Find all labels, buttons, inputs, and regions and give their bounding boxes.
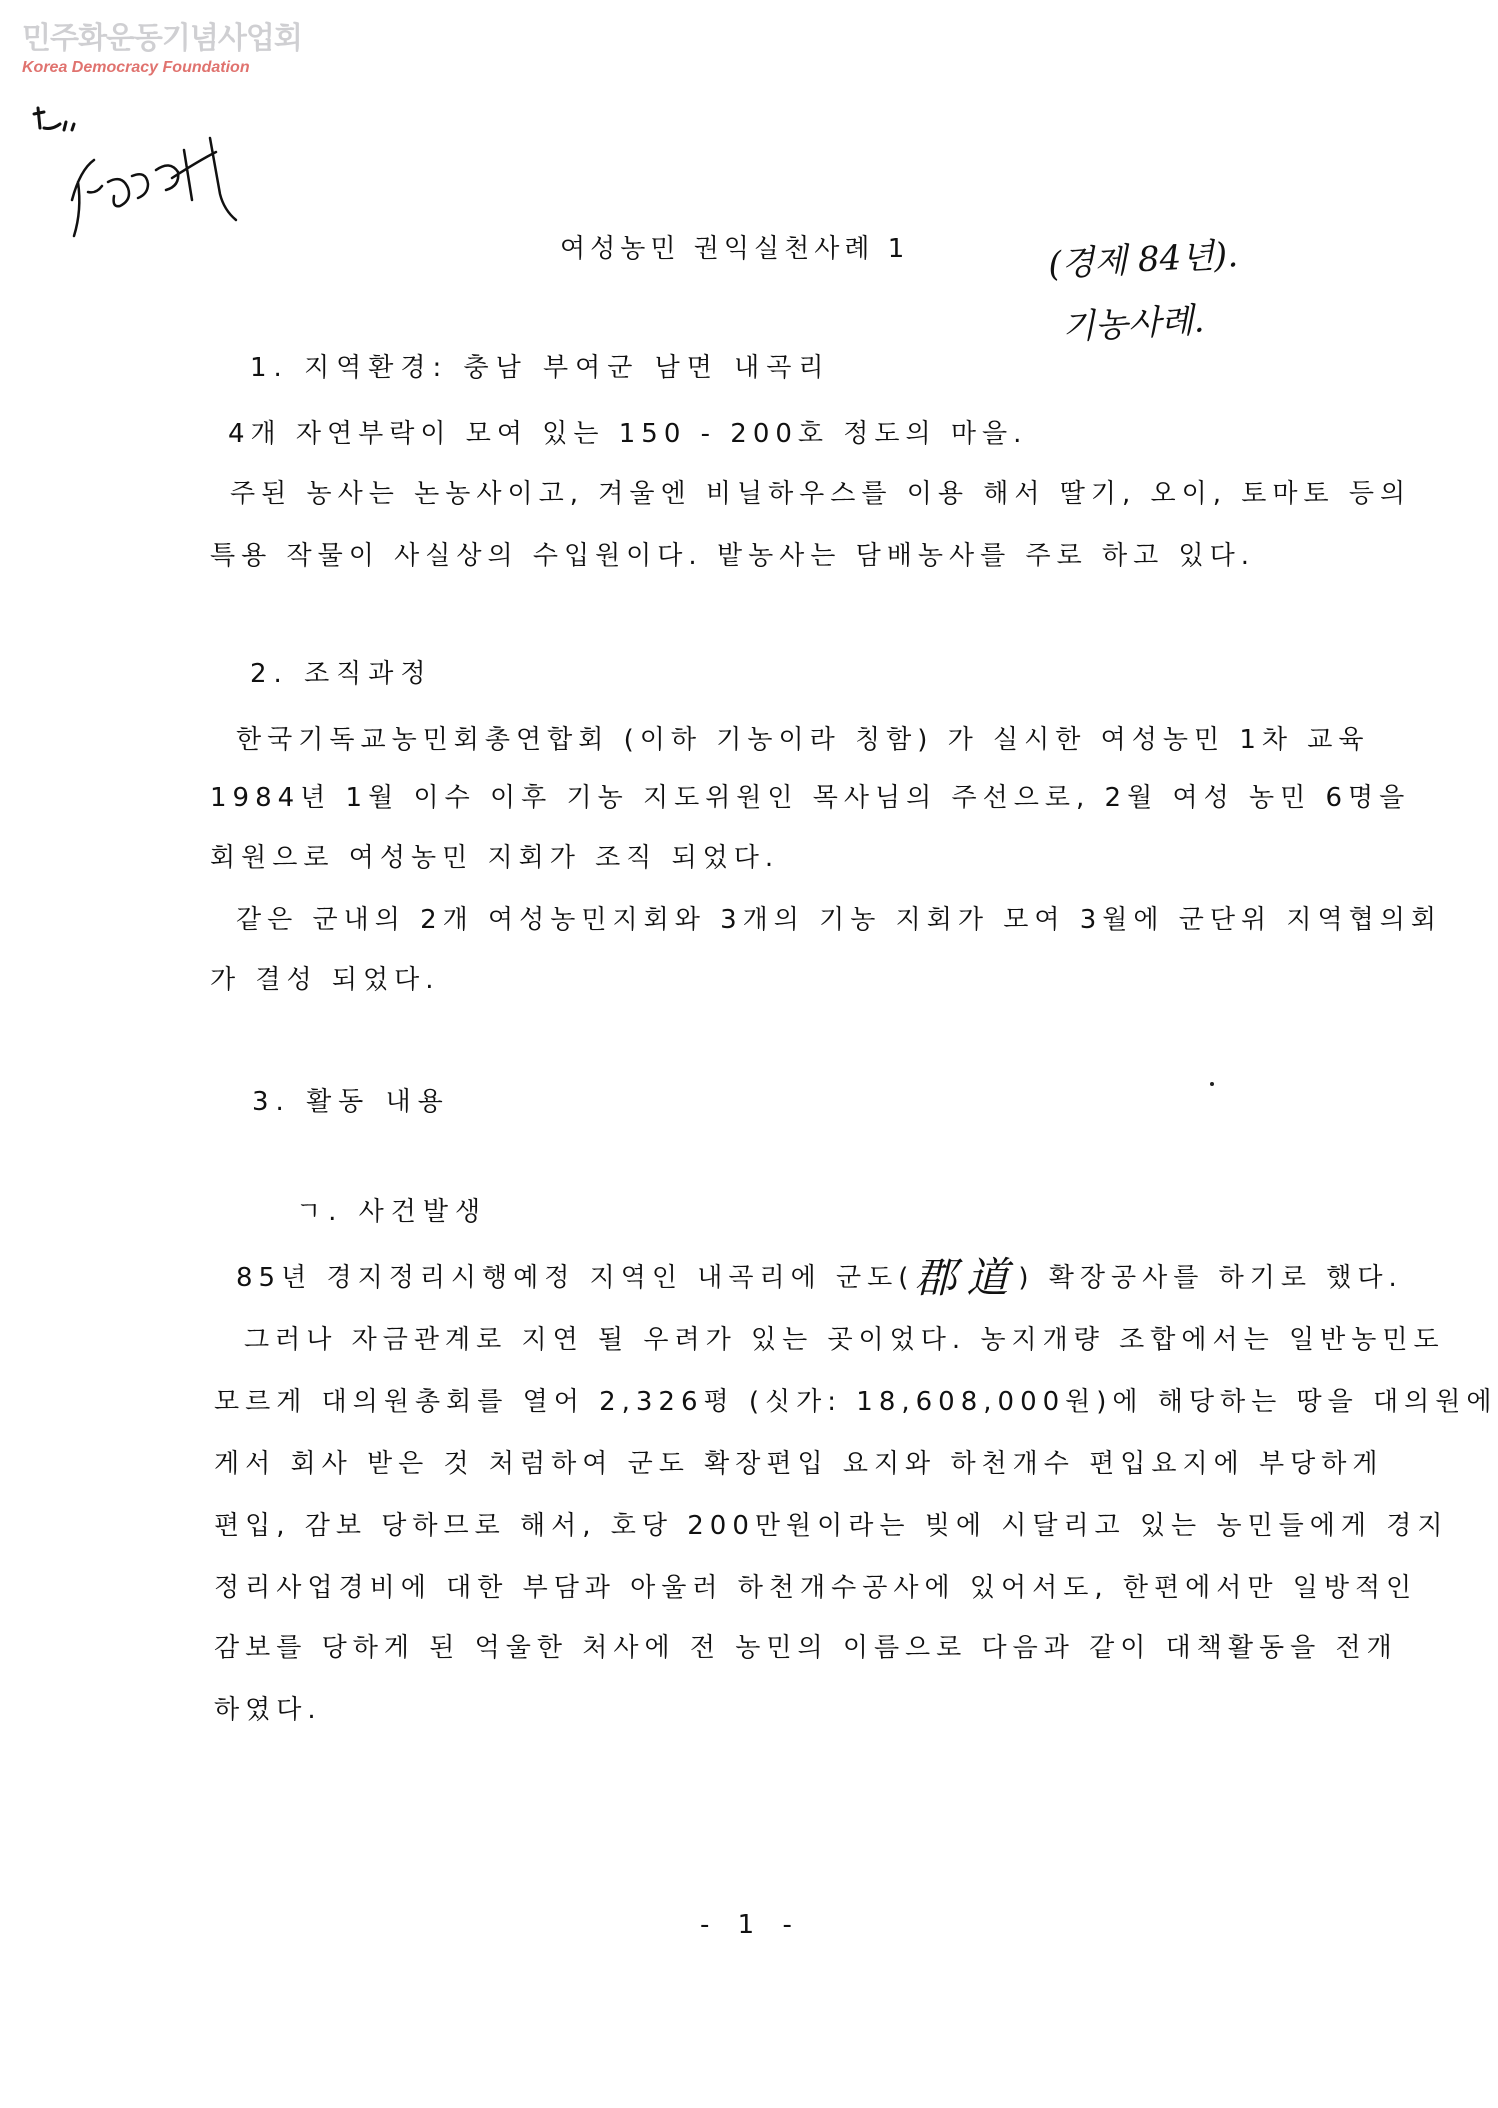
hanja-text: 郡道 (914, 1253, 1019, 1302)
body-line: 정리사업경비에 대한 부담과 아울러 하천개수공사에 있어서도, 한편에서만 일방적인 (214, 1573, 1418, 1603)
stray-dot-icon (1210, 1082, 1214, 1086)
section-2-heading: 2. 조직과정 (250, 659, 433, 689)
section-3-heading: 3. 활동 내용 (252, 1087, 450, 1117)
body-line: 모르게 대의원총회를 열어 2,326평 (싯가: 18,608,000원)에 해당하는 땅을 대의원에 (214, 1387, 1498, 1417)
body-line: 하였다. (214, 1695, 322, 1725)
body-line: 한국기독교농민회총연합회 (이하 기농이라 칭함) 가 실시한 여성농민 1차 교육 (236, 725, 1370, 755)
body-line: 특용 작물이 사실상의 수입원이다. 밭농사는 담배농사를 주로 하고 있다. (210, 541, 1256, 571)
body-line: 4개 자연부락이 모여 있는 150 - 200호 정도의 마을. (228, 419, 1028, 449)
watermark-english: Korea Democracy Foundation (22, 59, 250, 76)
handwritten-signature-icon (60, 130, 250, 250)
watermark-korean: 민주화운동기념사업회 (22, 21, 302, 56)
page-number: - 1 - (700, 1910, 802, 1940)
body-text: 85년 경지정리시행예정 지역인 내곡리에 군도( (236, 1263, 915, 1293)
body-line: 주된 농사는 논농사이고, 겨울엔 비닐하우스를 이용 해서 딸기, 오이, 토마토 등의 (230, 479, 1412, 509)
body-line-with-hanja (236, 1253, 1403, 1302)
body-line: 가 결성 되었다. (210, 965, 440, 995)
section-1-heading: 1. 지역환경: 충남 부여군 남면 내곡리 (250, 353, 831, 383)
body-text: ) 확장공사를 하기로 했다. (1018, 1263, 1403, 1293)
body-line: 같은 군내의 2개 여성농민지회와 3개의 기농 지회가 모여 3월에 군단위 지역협의회 (236, 905, 1442, 935)
document-title: 여성농민 권익실천사례 1 (560, 234, 910, 264)
body-line: 편입, 감보 당하므로 해서, 호당 200만원이라는 빚에 시달리고 있는 농민들에게 경지 (214, 1511, 1449, 1541)
handwritten-note-1: (경제 84년). (1047, 235, 1240, 285)
body-line: 그러나 자금관계로 지연 될 우려가 있는 곳이었다. 농지개량 조합에서는 일반농민도 (244, 1325, 1445, 1355)
subsection-heading: ㄱ. 사건발생 (296, 1197, 488, 1227)
watermark (22, 20, 302, 78)
handwritten-note-2: 기농사례. (1061, 300, 1206, 348)
body-line: 1984년 1월 이수 이후 기농 지도위원인 목사님의 주선으로, 2월 여성 농민 6명을 (210, 783, 1411, 813)
body-line: 회원으로 여성농민 지회가 조직 되었다. (210, 843, 780, 873)
body-line: 게서 회사 받은 것 처럼하여 군도 확장편입 요지와 하천개수 편입요지에 부당하게 (214, 1449, 1384, 1479)
body-line: 감보를 당하게 된 억울한 처사에 전 농민의 이름으로 다음과 같이 대책활동을 전개 (214, 1633, 1398, 1663)
